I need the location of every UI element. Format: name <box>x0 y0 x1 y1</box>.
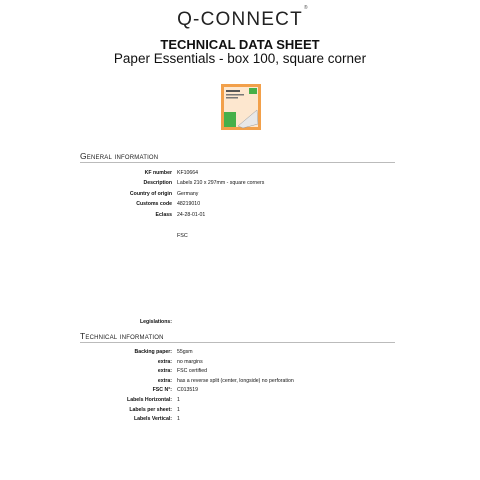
row-label: Country of origin <box>129 190 172 197</box>
section-heading: General information <box>80 151 159 161</box>
row-label: Labels Horizontal: <box>127 397 172 403</box>
product-box-image <box>221 84 261 130</box>
row-value: 24-28-01-01 <box>177 211 206 218</box>
row-value: FSC certified <box>177 368 207 375</box>
row-label: Description <box>143 180 172 187</box>
row-value: 1 <box>177 406 180 413</box>
section-heading: Technical information <box>80 331 164 341</box>
section-general-information <box>80 151 395 163</box>
row-label: Customs code <box>136 201 172 208</box>
brand-logo <box>0 5 480 31</box>
row-label: Labels per sheet: <box>129 406 172 413</box>
page-subtitle: Paper Essentials - box 100, square corner <box>113 51 367 66</box>
row-label: Backing paper: <box>134 349 172 355</box>
row-label: FSC N°: <box>152 387 172 394</box>
row-label: Eclass <box>155 211 172 218</box>
row-value: 1 <box>177 416 180 423</box>
row-label: extra: <box>157 368 172 375</box>
section-technical-information <box>80 331 395 343</box>
brand-name: Q-CONNECT <box>177 9 303 30</box>
page-title: TECHNICAL DATA SHEET <box>160 37 320 52</box>
row-value: 1 <box>177 397 180 403</box>
row-value: Labels 210 x 297mm - square corners <box>177 180 265 187</box>
row-label: Labels Vertical: <box>133 416 172 423</box>
row-value: C013519 <box>177 387 199 394</box>
row-value: no margins <box>177 358 203 365</box>
row-value: KF10664 <box>177 170 199 176</box>
legislations-label: Legislations: <box>140 319 172 325</box>
row-value: Germany <box>177 190 199 197</box>
row-value: has a reverse split (center, longside) no perforation <box>177 377 294 384</box>
row-label: extra: <box>157 377 172 384</box>
fsc-mark: FSC <box>177 233 188 239</box>
row-value: 48219010 <box>177 201 201 208</box>
row-label: extra: <box>157 358 172 365</box>
row-value: 55gsm <box>177 349 193 355</box>
row-label: KF number <box>144 170 172 176</box>
trademark-symbol: ® <box>303 5 309 11</box>
